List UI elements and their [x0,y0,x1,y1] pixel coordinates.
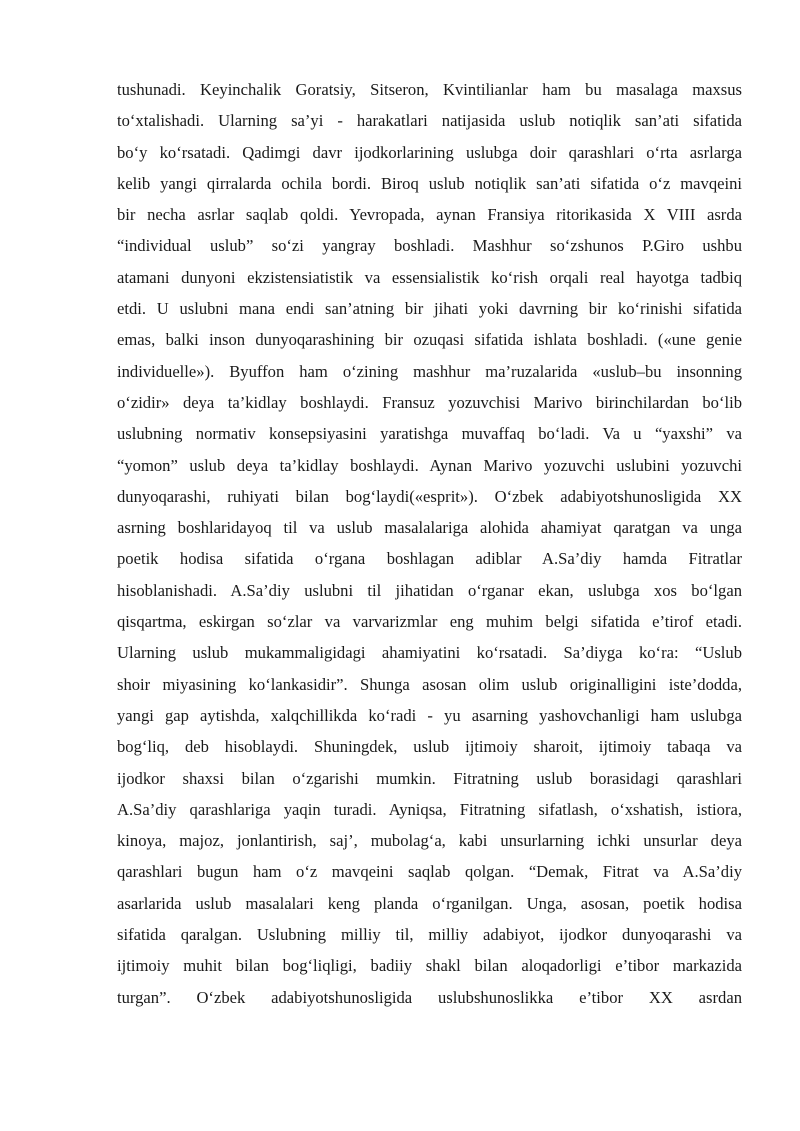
text-line: kelib yangi qirralarda ochila bordi. Biroq uslub notiqlik san’ati sifatida o‘z mavqeini [117,173,742,193]
text-line: dunyoqarashi, ruhiyati bilan bog‘laydi(«esprit»). O‘zbek adabiyotshunosligida XX [117,486,742,506]
text-line: asarlarida uslub masalalari keng planda o‘rganilgan. Unga, asosan, poetik hodisa [117,893,742,913]
text-line: emas, balki inson dunyoqarashining bir ozuqasi sifatida ishlata boshladi. («une genie [117,330,742,350]
text-line: sifatida qaralgan. Uslubning milliy til, milliy adabiyot, ijodkor dunyoqarashi va [117,925,742,945]
text-line: o‘zidir» deya ta’kidlay boshlaydi. Fransuz yozuvchisi Marivo birinchilardan bo‘lib [117,392,742,412]
text-line: atamani dunyoni ekzistensiatistik va essensialistik ko‘rish orqali real hayotga tadbiq [117,267,742,287]
text-line: ijodkor shaxsi bilan o‘zgarishi mumkin. Fitratning uslub borasidagi qarashlari [117,768,742,788]
text-line: Ularning uslub mukammaligidagi ahamiyatini ko‘rsatadi. Sa’diyga ko‘ra: “Uslub [117,643,742,663]
text-line: shoir miyasining ko‘lankasidir”. Shunga asosan olim uslub originalligini iste’dodda, [117,674,742,694]
text-line: “yomon” uslub deya ta’kidlay boshlaydi. Aynan Marivo yozuvchi uslubini yozuvchi [117,455,742,475]
text-line: qisqartma, eskirgan so‘zlar va varvarizmlar eng muhim belgi sifatida e’tirof etadi. [117,612,742,632]
text-line: ijtimoiy muhit bilan bog‘liqligi, badiiy shakl bilan aloqadorligi e’tibor markazida [117,956,742,976]
text-line: turgan”. O‘zbek adabiyotshunosligida uslubshunoslikka e’tibor XX asrdan [117,987,742,1007]
body-text [117,74,742,1013]
text-line: tushunadi. Keyinchalik Goratsiy, Sitseron, Kvintilianlar ham bu masalaga maxsus [117,80,742,99]
text-line: to‘xtalishadi. Ularning sa’yi - harakatlari natijasida uslub notiqlik san’ati sifatida [117,111,742,131]
text-line: etdi. U uslubni mana endi san’atning bir jihati yoki davrning bir ko‘rinishi sifatida [117,299,742,319]
text-line: qarashlari bugun ham o‘z mavqeini saqlab qolgan. “Demak, Fitrat va A.Sa’diy [117,862,742,882]
text-line: hisoblanishadi. A.Sa’diy uslubni til jihatidan o‘rganar ekan, uslubga xos bo‘lgan [117,580,742,600]
text-line: “individual uslub” so‘zi yangray boshladi. Mashhur so‘zshunos P.Giro ushbu [117,236,742,256]
text-line: bir necha asrlar saqlab qoldi. Yevropada, aynan Fransiya ritorikasida X VIII asrda [117,205,742,225]
text-line: uslubning normativ konsepsiyasini yaratishga muvaffaq bo‘ladi. Va u “yaxshi” va [117,424,742,444]
text-line: A.Sa’diy qarashlariga yaqin turadi. Ayniqsa, Fitratning sifatlash, o‘xshatish, istiora, [117,799,742,819]
text-line: bog‘liq, deb hisoblaydi. Shuningdek, uslub ijtimoiy sharoit, ijtimoiy tabaqa va [117,737,742,757]
text-line: kinoya, majoz, jonlantirish, saj’, mubolag‘a, kabi unsurlarning ichki unsurlar deya [117,831,742,851]
text-line: asrning boshlaridayoq til va uslub masalalariga alohida ahamiyat qaratgan va unga [117,518,742,538]
text-line: individuelle»). Byuffon ham o‘zining mashhur ma’ruzalarida «uslub–bu insonning [117,361,742,381]
text-line: poetik hodisa sifatida o‘rgana boshlagan adiblar A.Sa’diy hamda Fitratlar [117,549,742,569]
text-line: yangi gap aytishda, xalqchillikda ko‘radi - yu asarning yashovchanligi ham uslubga [117,705,742,725]
text-line: bo‘y ko‘rsatadi. Qadimgi davr ijodkorlarining uslubga doir qarashlari o‘rta asrlarga [117,142,742,162]
